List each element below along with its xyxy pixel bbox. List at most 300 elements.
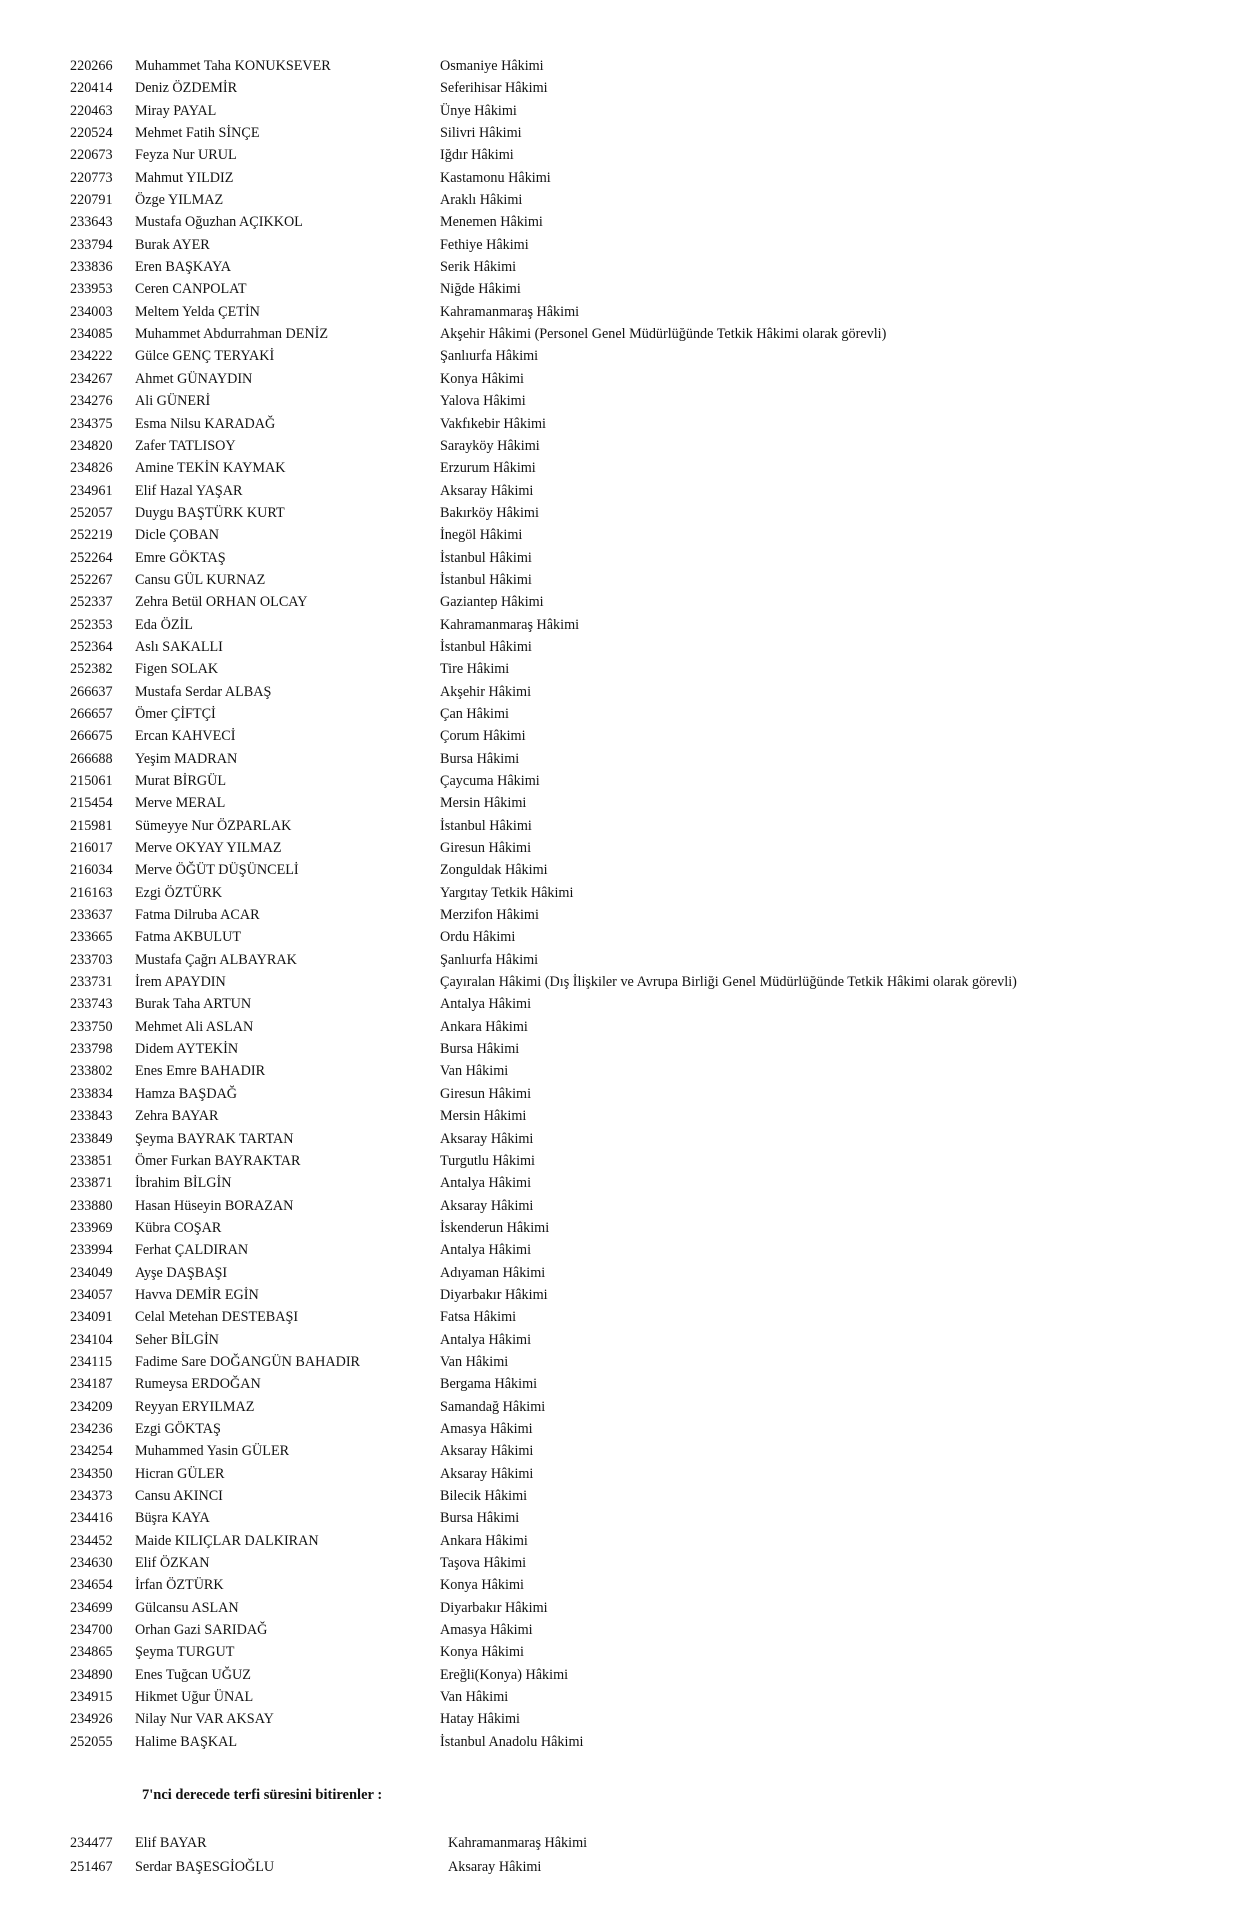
list-row [70,368,1240,390]
sicil-number: 234915 [70,1689,113,1706]
duty-place: Çayıralan Hâkimi (Dış İlişkiler ve Avrupa Birliği Genel Müdürlüğünde Tetkik Hâkimi olarak görevli) [440,974,1017,991]
sicil-number: 234236 [70,1420,113,1437]
list-row [70,703,1240,725]
duty-place: Ereğli(Konya) Hâkimi [440,1666,569,1683]
sicil-number: 252055 [70,1733,113,1750]
sicil-number: 233802 [70,1063,113,1080]
duty-place: Aksaray Hâkimi [440,1465,534,1482]
judge-name: Ercan KAHVECİ [135,728,236,745]
list-row [70,1396,1240,1418]
judge-name: Halime BAŞKAL [135,1733,238,1750]
duty-place: Bursa Hâkimi [440,750,520,767]
list-row [70,1856,1240,1880]
judge-name: Celal Metehan DESTEBAŞI [135,1309,299,1326]
sicil-number: 252382 [70,661,113,678]
judge-name: Özge YILMAZ [135,192,224,209]
judge-name: Fadime Sare DOĞANGÜN BAHADIR [135,1353,361,1370]
list-row [70,457,1240,479]
list-row [70,1463,1240,1485]
duty-place: Silivri Hâkimi [440,125,522,142]
duty-place: Sarayköy Hâkimi [440,437,540,454]
list-row [70,1217,1240,1239]
list-row [70,345,1240,367]
list-row [70,1619,1240,1641]
duty-place: Amasya Hâkimi [440,1420,533,1437]
list-row [70,547,1240,569]
judge-name: Mehmet Fatih SİNÇE [135,125,260,142]
sicil-number: 233843 [70,1108,113,1125]
list-row [70,569,1240,591]
sicil-number: 234267 [70,370,113,387]
list-row [70,1284,1240,1306]
sicil-number: 220414 [70,80,113,97]
list-row [70,390,1240,412]
judge-name: Elif BAYAR [135,1835,207,1851]
duty-place: Yalova Hâkimi [440,393,526,410]
duty-place: Çan Hâkimi [440,705,509,722]
list-row [70,1530,1240,1552]
list-row [70,815,1240,837]
judge-name: Muhammet Taha KONUKSEVER [135,58,331,74]
sicil-number: 233834 [70,1085,113,1102]
list-row [70,1150,1240,1172]
sicil-number: 234209 [70,1398,113,1415]
sicil-number: 252364 [70,638,113,655]
list-row [70,413,1240,435]
duty-place: Antalya Hâkimi [440,1331,532,1348]
list-row [70,681,1240,703]
duty-place: İstanbul Hâkimi [440,638,532,655]
judge-name: Elif ÖZKAN [135,1555,210,1572]
duty-place: Menemen Hâkimi [440,214,543,231]
duty-place: Bursa Hâkimi [440,1041,520,1058]
list-row [70,301,1240,323]
sicil-number: 234049 [70,1264,113,1281]
sicil-number: 215981 [70,817,113,834]
judge-name: Muhammed Yasin GÜLER [135,1443,290,1460]
duty-place: Van Hâkimi [440,1063,509,1080]
judge-name: Esma Nilsu KARADAĞ [135,415,276,432]
duty-place: Ankara Hâkimi [440,1532,528,1549]
duty-place: Hatay Hâkimi [440,1711,520,1728]
duty-place: Çorum Hâkimi [440,728,526,745]
duty-place: Araklı Hâkimi [440,192,523,209]
duty-place: İnegöl Hâkimi [440,527,523,544]
judge-name: Amine TEKİN KAYMAK [135,460,286,477]
duty-place: Akşehir Hâkimi (Personel Genel Müdürlüğünde Tetkik Hâkimi olarak görevli) [440,326,887,343]
sicil-number: 234350 [70,1465,113,1482]
duty-place: Tire Hâkimi [440,661,510,678]
judge-name: Enes Emre BAHADIR [135,1063,266,1080]
judge-name: Maide KILIÇLAR DALKIRAN [135,1532,319,1549]
list-row [70,1128,1240,1150]
judge-name: Ezgi GÖKTAŞ [135,1420,221,1437]
list-row [70,100,1240,122]
duty-place: Bursa Hâkimi [440,1510,520,1527]
list-row [70,1060,1240,1082]
list-row [70,1373,1240,1395]
sicil-number: 233750 [70,1018,113,1035]
judge-name: Zafer TATLISOY [135,437,236,454]
duty-place: Aksaray Hâkimi [440,1443,534,1460]
list-row [70,211,1240,233]
duty-place: Aksaray Hâkimi [440,1197,534,1214]
sicil-number: 233731 [70,974,113,991]
judge-name: Mehmet Ali ASLAN [135,1018,254,1035]
judge-name: Mahmut YILDIZ [135,169,234,186]
judge-name: Ezgi ÖZTÜRK [135,884,223,901]
judge-name: Hikmet Uğur ÜNAL [135,1689,254,1706]
sicil-number: 215454 [70,795,113,812]
list-row [70,591,1240,613]
list-row [70,770,1240,792]
duty-place: Van Hâkimi [440,1353,509,1370]
judge-name: Merve MERAL [135,795,226,812]
sicil-number: 216163 [70,884,113,901]
sicil-number: 215061 [70,773,113,789]
judge-list-7th-degree [70,1832,1240,1880]
list-row [70,904,1240,926]
duty-place: Kastamonu Hâkimi [440,169,551,186]
sicil-number: 220673 [70,147,113,164]
judge-name: Mustafa Çağrı ALBAYRAK [135,951,297,968]
judge-name: Cansu AKINCI [135,1488,223,1504]
list-row [70,748,1240,770]
judge-name: Burak Taha ARTUN [135,996,252,1013]
sicil-number: 234961 [70,482,113,499]
judge-name: Ahmet GÜNAYDIN [135,370,253,387]
duty-place: Aksaray Hâkimi [440,1130,534,1147]
list-row [70,1105,1240,1127]
list-row [70,792,1240,814]
list-row [70,1686,1240,1708]
sicil-number: 233665 [70,929,113,946]
sicil-number: 234865 [70,1644,113,1661]
judge-name: İrfan ÖZTÜRK [135,1577,224,1594]
list-row [70,55,1240,77]
judge-name: Duygu BAŞTÜRK KURT [135,504,285,521]
sicil-number: 234452 [70,1532,113,1549]
judge-name: Miray PAYAL [135,102,217,119]
duty-place: Konya Hâkimi [440,370,524,387]
sicil-number: 233994 [70,1242,113,1259]
list-row [70,859,1240,881]
judge-name: Ömer Furkan BAYRAKTAR [135,1152,301,1169]
duty-place: Ordu Hâkimi [440,929,516,946]
judge-name: Meltem Yelda ÇETİN [135,303,260,320]
sicil-number: 266637 [70,683,113,700]
list-row [70,278,1240,300]
sicil-number: 266688 [70,750,113,767]
list-row [70,882,1240,904]
judge-name: Enes Tuğcan UĞUZ [135,1666,251,1683]
list-row [70,1016,1240,1038]
judge-name: Mustafa Serdar ALBAŞ [135,683,272,700]
list-row [70,502,1240,524]
sicil-number: 252264 [70,549,113,566]
judge-name: Zehra BAYAR [135,1108,219,1125]
sicil-number: 233880 [70,1197,113,1214]
duty-place: Aksaray Hâkimi [448,1859,542,1875]
duty-place: Vakfıkebir Hâkimi [440,415,546,432]
duty-place: Serik Hâkimi [440,259,517,276]
list-row [70,658,1240,680]
sicil-number: 234820 [70,437,113,454]
judge-name: Kübra COŞAR [135,1219,222,1236]
judge-name: Ferhat ÇALDIRAN [135,1242,249,1259]
duty-place: Kahramanmaraş Hâkimi [440,303,580,320]
duty-place: Taşova Hâkimi [440,1555,527,1572]
sicil-number: 266657 [70,705,113,722]
sicil-number: 234104 [70,1331,113,1348]
sicil-number: 234654 [70,1577,113,1594]
sicil-number: 234700 [70,1622,113,1639]
section-heading: 7'nci derecede terfi süresini bitirenler : [142,1787,383,1803]
duty-place: Çaycuma Hâkimi [440,773,540,789]
sicil-number: 233969 [70,1219,113,1236]
list-row [70,144,1240,166]
sicil-number: 234222 [70,348,113,365]
sicil-number: 234115 [70,1353,113,1370]
judge-name: Eda ÖZİL [135,616,193,633]
judge-name: Şeyma BAYRAK TARTAN [135,1130,294,1147]
duty-place: Yargıtay Tetkik Hâkimi [440,884,574,901]
judge-name: Ayşe DAŞBAŞI [135,1264,228,1281]
list-row [70,1507,1240,1529]
judge-name: Gülcansu ASLAN [135,1599,239,1616]
list-row [70,77,1240,99]
sicil-number: 233703 [70,951,113,968]
list-row [70,614,1240,636]
duty-place: Zonguldak Hâkimi [440,862,548,879]
list-row [70,1832,1240,1856]
judge-name: Orhan Gazi SARIDAĞ [135,1622,268,1639]
duty-place: Giresun Hâkimi [440,1085,532,1102]
duty-place: Mersin Hâkimi [440,795,527,812]
sicil-number: 234699 [70,1599,113,1616]
list-row [70,480,1240,502]
sicil-number: 251467 [70,1859,113,1875]
judge-name: Hamza BAŞDAĞ [135,1085,238,1102]
duty-place: Fatsa Hâkimi [440,1309,517,1326]
list-row [70,1038,1240,1060]
judge-name: Serdar BAŞESGİOĞLU [135,1859,275,1875]
list-row [70,837,1240,859]
sicil-number: 233871 [70,1175,113,1192]
list-row [70,1306,1240,1328]
list-row [70,725,1240,747]
judge-name: Havva DEMİR EGİN [135,1286,259,1303]
list-row [70,971,1240,993]
judge-name: İrem APAYDIN [135,974,226,991]
sicil-number: 252057 [70,504,113,521]
list-row [70,1329,1240,1351]
duty-place: İstanbul Anadolu Hâkimi [440,1733,584,1750]
judge-name: Nilay Nur VAR AKSAY [135,1711,274,1728]
judge-name: Yeşim MADRAN [135,750,238,767]
list-row [70,1708,1240,1730]
duty-place: Turgutlu Hâkimi [440,1152,535,1169]
list-row [70,234,1240,256]
list-row [70,1418,1240,1440]
list-row [70,167,1240,189]
sicil-number: 220266 [70,58,113,74]
list-row [70,122,1240,144]
judge-name: Cansu GÜL KURNAZ [135,571,266,588]
list-row [70,1440,1240,1462]
sicil-number: 233849 [70,1130,113,1147]
sicil-number: 233794 [70,236,113,253]
judge-name: Figen SOLAK [135,661,219,678]
sicil-number: 266675 [70,728,113,745]
duty-place: Aksaray Hâkimi [440,482,534,499]
duty-place: Samandağ Hâkimi [440,1398,546,1415]
duty-place: Konya Hâkimi [440,1577,524,1594]
sicil-number: 220463 [70,102,113,119]
sicil-number: 233836 [70,259,113,276]
sicil-number: 234890 [70,1666,113,1683]
duty-place: İskenderun Hâkimi [440,1219,550,1236]
list-row [70,1351,1240,1373]
list-row [70,1083,1240,1105]
sicil-number: 233798 [70,1041,113,1058]
duty-place: Kahramanmaraş Hâkimi [448,1835,588,1851]
judge-name: Büşra KAYA [135,1510,210,1527]
judge-name: Ömer ÇİFTÇİ [135,705,216,722]
sicil-number: 234416 [70,1510,113,1527]
list-row [70,189,1240,211]
judge-name: Feyza Nur URUL [135,147,237,164]
sicil-number: 234057 [70,1286,113,1303]
sicil-number: 234187 [70,1376,113,1393]
duty-place: Amasya Hâkimi [440,1622,533,1639]
judge-name: Gülce GENÇ TERYAKİ [135,348,275,365]
duty-place: İstanbul Hâkimi [440,817,532,834]
sicil-number: 234276 [70,393,113,410]
list-row [70,1731,1240,1753]
duty-place: Antalya Hâkimi [440,996,532,1013]
sicil-number: 234254 [70,1443,113,1460]
sicil-number: 234003 [70,303,113,320]
judge-list [70,55,1240,1753]
judge-name: Burak AYER [135,236,210,253]
sicil-number: 233953 [70,281,113,298]
sicil-number: 234085 [70,326,113,343]
list-row [70,993,1240,1015]
duty-place: Konya Hâkimi [440,1644,524,1661]
list-row [70,524,1240,546]
list-row [70,1664,1240,1686]
duty-place: Bergama Hâkimi [440,1376,538,1393]
judge-name: Dicle ÇOBAN [135,527,219,544]
judge-name: Ceren CANPOLAT [135,281,247,298]
sicil-number: 216017 [70,840,113,857]
judge-name: Fatma AKBULUT [135,929,242,946]
duty-place: Seferihisar Hâkimi [440,80,548,97]
duty-place: Diyarbakır Hâkimi [440,1599,548,1616]
duty-place: Merzifon Hâkimi [440,907,539,924]
duty-place: Giresun Hâkimi [440,840,532,857]
judge-name: Zehra Betül ORHAN OLCAY [135,594,308,611]
sicil-number: 220773 [70,169,113,186]
judge-name: Didem AYTEKİN [135,1041,239,1058]
judge-name: Deniz ÖZDEMİR [135,80,238,97]
duty-place: Bakırköy Hâkimi [440,504,539,521]
judge-name: Fatma Dilruba ACAR [135,907,260,924]
duty-place: Van Hâkimi [440,1689,509,1706]
sicil-number: 234477 [70,1835,113,1851]
sicil-number: 220791 [70,192,113,209]
list-row [70,926,1240,948]
sicil-number: 234926 [70,1711,113,1728]
sicil-number: 233637 [70,907,113,924]
judge-name: Merve ÖĞÜT DÜŞÜNCELİ [135,862,299,879]
list-row [70,323,1240,345]
sicil-number: 216034 [70,862,113,879]
duty-place: Mersin Hâkimi [440,1108,527,1125]
duty-place: Antalya Hâkimi [440,1175,532,1192]
judge-name: Şeyma TURGUT [135,1644,235,1661]
duty-place: İstanbul Hâkimi [440,571,532,588]
sicil-number: 234373 [70,1488,113,1504]
list-row [70,1239,1240,1261]
list-row [70,435,1240,457]
judge-name: Emre GÖKTAŞ [135,549,226,566]
duty-place: Akşehir Hâkimi [440,683,532,700]
duty-place: Adıyaman Hâkimi [440,1264,546,1281]
sicil-number: 233643 [70,214,113,231]
list-row [70,636,1240,658]
duty-place: Şanlıurfa Hâkimi [440,951,539,968]
judge-name: Aslı SAKALLI [135,638,223,655]
duty-place: Ünye Hâkimi [440,102,517,119]
list-row [70,1597,1240,1619]
duty-place: Niğde Hâkimi [440,281,521,298]
list-row [70,1262,1240,1284]
sicil-number: 252337 [70,594,113,611]
sicil-number: 234630 [70,1555,113,1572]
list-row [70,1172,1240,1194]
list-row [70,1195,1240,1217]
duty-place: İstanbul Hâkimi [440,549,532,566]
judge-name: Reyyan ERYILMAZ [135,1398,255,1415]
sicil-number: 233743 [70,996,113,1013]
duty-place: Erzurum Hâkimi [440,460,536,477]
sicil-number: 220524 [70,125,113,142]
list-row [70,1485,1240,1507]
judge-name: Sümeyye Nur ÖZPARLAK [135,817,292,834]
judge-name: Ali GÜNERİ [135,393,211,410]
judge-name: Hasan Hüseyin BORAZAN [135,1197,294,1214]
judge-name: İbrahim BİLGİN [135,1175,232,1192]
judge-name: Muhammet Abdurrahman DENİZ [135,326,329,343]
list-row [70,1641,1240,1663]
judge-name: Eren BAŞKAYA [135,259,232,276]
sicil-number: 252219 [70,527,113,544]
list-row [70,1574,1240,1596]
judge-name: Hicran GÜLER [135,1465,225,1482]
duty-place: Gaziantep Hâkimi [440,594,544,611]
judge-name: Rumeysa ERDOĞAN [135,1376,261,1393]
sicil-number: 234826 [70,460,113,477]
judge-name: Elif Hazal YAŞAR [135,482,243,499]
duty-place: Bilecik Hâkimi [440,1488,528,1504]
sicil-number: 233851 [70,1152,113,1169]
sicil-number: 252353 [70,616,113,633]
duty-place: Iğdır Hâkimi [440,147,514,164]
duty-place: Antalya Hâkimi [440,1242,532,1259]
duty-place: Diyarbakır Hâkimi [440,1286,548,1303]
